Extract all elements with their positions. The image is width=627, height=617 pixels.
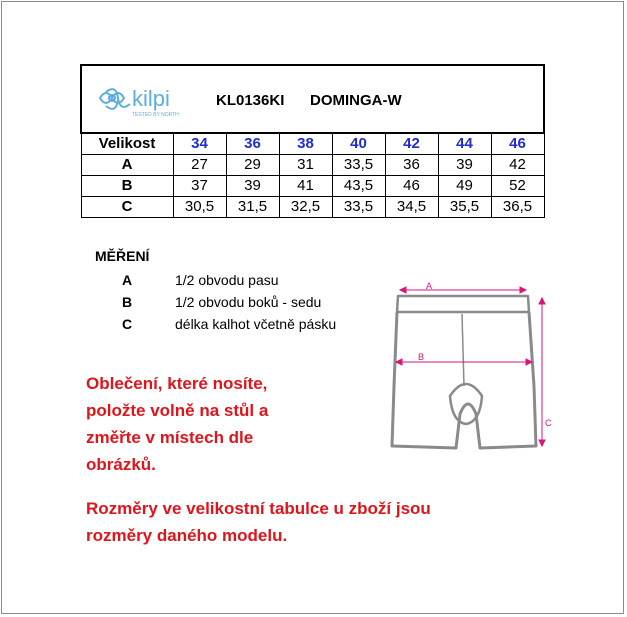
cell: 42 xyxy=(491,155,544,176)
note-line: Rozměry ve velikostní tabulce u zboží jsou xyxy=(86,499,431,518)
cell: 33,5 xyxy=(332,155,385,176)
instructions-line: obrázků. xyxy=(86,455,156,474)
cell: 27 xyxy=(173,155,226,176)
size-46: 46 xyxy=(491,133,544,155)
cell: 36,5 xyxy=(491,197,544,218)
cell: 34,5 xyxy=(385,197,438,218)
table-row-c xyxy=(81,197,544,218)
table-row-a xyxy=(81,155,544,176)
waistband-outline xyxy=(397,296,529,312)
cell: 41 xyxy=(279,176,332,197)
product-code: KL0136KI xyxy=(216,92,285,109)
measurement-text: 1/2 obvodu boků - sedu xyxy=(175,294,322,310)
row-label-c: C xyxy=(81,197,173,218)
label-a: A xyxy=(426,281,433,291)
cell: 43,5 xyxy=(332,176,385,197)
table-header xyxy=(81,65,544,133)
size-header-row xyxy=(81,133,544,155)
cell: 35,5 xyxy=(438,197,491,218)
instructions-line: položte volně na stůl a xyxy=(86,401,269,420)
instructions-text xyxy=(86,370,268,478)
cell: 29 xyxy=(226,155,279,176)
logo-wordmark: kilpi xyxy=(132,86,170,111)
size-label: Velikost xyxy=(81,133,173,155)
measurement-text: délka kalhot včetně pásku xyxy=(175,316,337,332)
size-chart-table xyxy=(80,64,545,218)
logo-tagline: TESTED BY NORTH xyxy=(132,112,179,118)
note-line: rozměry daného modelu. xyxy=(86,526,288,545)
cell: 49 xyxy=(438,176,491,197)
row-label-b: B xyxy=(81,176,173,197)
product-model: DOMINGA-W xyxy=(310,92,402,109)
cell: 36 xyxy=(385,155,438,176)
cell: 33,5 xyxy=(332,197,385,218)
cell: 30,5 xyxy=(173,197,226,218)
measurement-key: C xyxy=(122,316,133,332)
size-38: 38 xyxy=(279,133,332,155)
measurement-key: A xyxy=(122,272,133,288)
cell: 46 xyxy=(385,176,438,197)
table-row-b xyxy=(81,176,544,197)
instructions-line: Oblečení, které nosíte, xyxy=(86,374,268,393)
cell: 37 xyxy=(173,176,226,197)
label-c: C xyxy=(545,418,552,428)
measurement-title: MĚŘENÍ xyxy=(95,248,150,264)
measurement-text: 1/2 obvodu pasu xyxy=(175,272,279,288)
size-42: 42 xyxy=(385,133,438,155)
label-b: B xyxy=(418,352,425,362)
size-36: 36 xyxy=(226,133,279,155)
model-note-text xyxy=(86,495,431,549)
cell: 32,5 xyxy=(279,197,332,218)
cell: 39 xyxy=(438,155,491,176)
cell: 52 xyxy=(491,176,544,197)
cell: 31,5 xyxy=(226,197,279,218)
instructions-line: změřte v místech dle xyxy=(86,428,254,447)
row-label-a: A xyxy=(81,155,173,176)
measurement-key: B xyxy=(122,294,133,310)
size-34: 34 xyxy=(173,133,226,155)
kilpi-logo xyxy=(96,78,192,124)
cell: 39 xyxy=(226,176,279,197)
cell: 31 xyxy=(279,155,332,176)
size-40: 40 xyxy=(332,133,385,155)
size-44: 44 xyxy=(438,133,491,155)
shorts-diagram xyxy=(384,276,560,462)
